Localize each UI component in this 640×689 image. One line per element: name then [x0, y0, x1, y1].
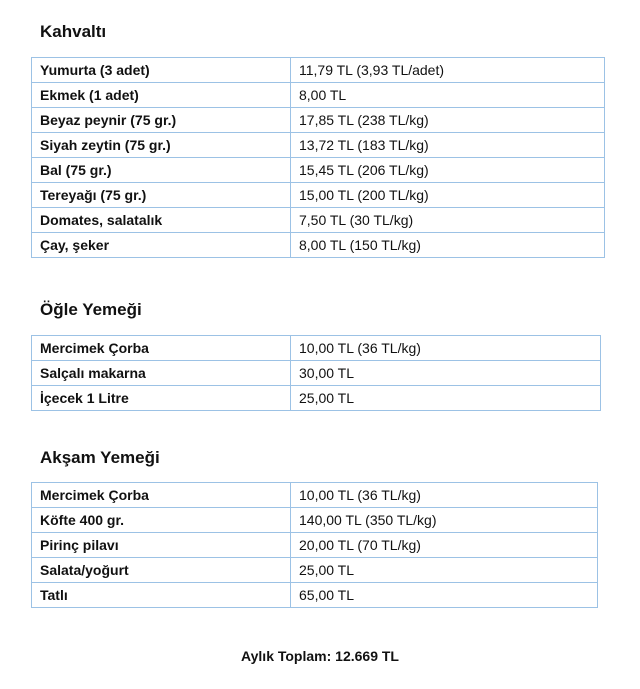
- dinner-table: [31, 482, 598, 608]
- item-price: 20,00 TL (70 TL/kg): [291, 533, 598, 558]
- item-price: 10,00 TL (36 TL/kg): [291, 336, 601, 361]
- breakfast-title: Kahvaltı: [40, 22, 107, 41]
- item-name: Köfte 400 gr.: [32, 508, 291, 533]
- item-name: Yumurta (3 adet): [32, 58, 291, 83]
- item-price: 140,00 TL (350 TL/kg): [291, 508, 598, 533]
- table-row: [32, 233, 605, 258]
- table-row: [32, 158, 605, 183]
- lunch-title: Öğle Yemeği: [40, 300, 142, 319]
- monthly-total: Aylık Toplam: 12.669 TL: [241, 648, 399, 664]
- item-price: 8,00 TL: [291, 83, 605, 108]
- table-row: [32, 361, 601, 386]
- table-row: [32, 133, 605, 158]
- breakfast-table: [31, 57, 605, 258]
- item-price: 15,45 TL (206 TL/kg): [291, 158, 605, 183]
- table-row: [32, 108, 605, 133]
- item-name: Beyaz peynir (75 gr.): [32, 108, 291, 133]
- table-row: [32, 183, 605, 208]
- item-name: İçecek 1 Litre: [32, 386, 291, 411]
- item-price: 25,00 TL: [291, 386, 601, 411]
- lunch-table: [31, 335, 601, 411]
- table-row: [32, 558, 598, 583]
- item-name: Domates, salatalık: [32, 208, 291, 233]
- table-row: [32, 508, 598, 533]
- item-name: Salata/yoğurt: [32, 558, 291, 583]
- item-price: 13,72 TL (183 TL/kg): [291, 133, 605, 158]
- item-name: Tatlı: [32, 583, 291, 608]
- item-name: Ekmek (1 adet): [32, 83, 291, 108]
- table-row: [32, 208, 605, 233]
- item-price: 11,79 TL (3,93 TL/adet): [291, 58, 605, 83]
- table-row: [32, 483, 598, 508]
- table-row: [32, 583, 598, 608]
- table-row: [32, 533, 598, 558]
- item-price: 15,00 TL (200 TL/kg): [291, 183, 605, 208]
- item-price: 8,00 TL (150 TL/kg): [291, 233, 605, 258]
- item-price: 65,00 TL: [291, 583, 598, 608]
- item-price: 7,50 TL (30 TL/kg): [291, 208, 605, 233]
- item-price: 25,00 TL: [291, 558, 598, 583]
- item-name: Pirinç pilavı: [32, 533, 291, 558]
- item-name: Bal (75 gr.): [32, 158, 291, 183]
- item-price: 10,00 TL (36 TL/kg): [291, 483, 598, 508]
- item-price: 30,00 TL: [291, 361, 601, 386]
- item-name: Mercimek Çorba: [32, 483, 291, 508]
- table-row: [32, 58, 605, 83]
- item-name: Mercimek Çorba: [32, 336, 291, 361]
- table-row: [32, 386, 601, 411]
- item-name: Siyah zeytin (75 gr.): [32, 133, 291, 158]
- item-price: 17,85 TL (238 TL/kg): [291, 108, 605, 133]
- item-name: Çay, şeker: [32, 233, 291, 258]
- item-name: Tereyağı (75 gr.): [32, 183, 291, 208]
- dinner-title: Akşam Yemeği: [40, 448, 160, 467]
- table-row: [32, 336, 601, 361]
- table-row: [32, 83, 605, 108]
- item-name: Salçalı makarna: [32, 361, 291, 386]
